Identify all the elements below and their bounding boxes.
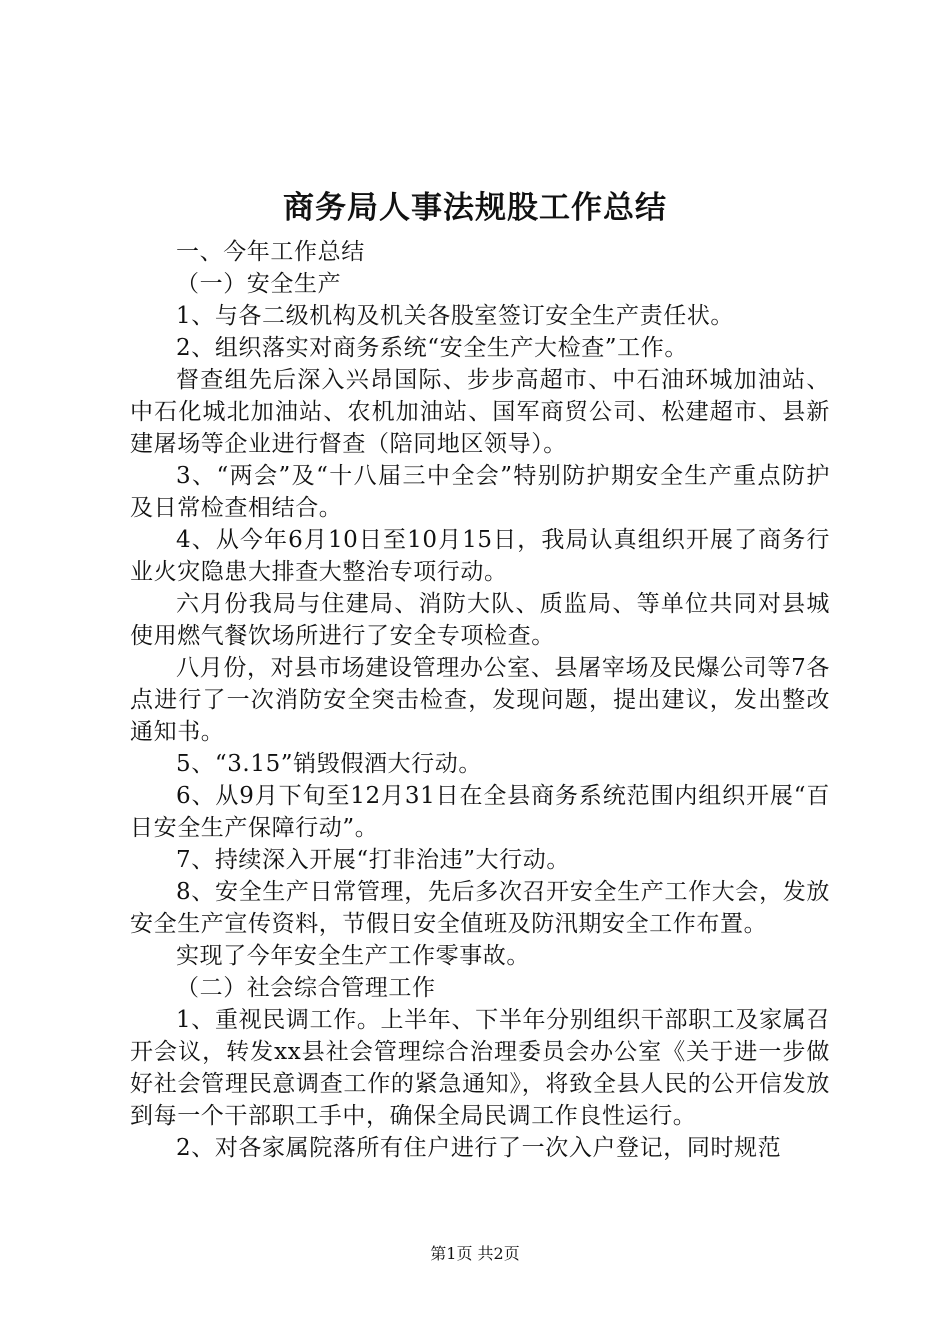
paragraph: 7、持续深入开展“打非治违”大行动。 bbox=[176, 847, 570, 873]
paragraph: （一）安全生产 bbox=[176, 271, 342, 297]
paragraph: 八月份，对县市场建设管理办公室、县屠宰场及民爆公司等7各点进行了一次消防安全突击检查，发现问题，提出建议，发出整改通知书。 bbox=[130, 655, 830, 745]
paragraph: 实现了今年安全生产工作零事故。 bbox=[176, 943, 530, 969]
paragraph: 1、重视民调工作。上半年、下半年分别组织干部职工及家属召开会议，转发xx县社会管理综合治理委员会办公室《关于进一步做好社会管理民意调查工作的紧急通知》，将致全县人民的公开信发放到每一个干部职工手中，确保全局民调工作良性运行。 bbox=[130, 1007, 830, 1129]
paragraph: 5、“3.15”销毁假酒大行动。 bbox=[176, 751, 482, 777]
paragraph: 督查组先后深入兴昂国际、步步高超市、中石油环城加油站、中石化城北加油站、农机加油站、国军商贸公司、松建超市、县新建屠场等企业进行督查（陪同地区领导）。 bbox=[130, 367, 830, 457]
page-footer: 第1页 共2页 bbox=[430, 1244, 520, 1263]
paragraph: 4、从今年6月10日至10月15日，我局认真组织开展了商务行业火灾隐患大排查大整治专项行动。 bbox=[130, 527, 830, 585]
paragraph: （二）社会综合管理工作 bbox=[176, 975, 436, 1001]
paragraph: 3、“两会”及“十八届三中全会”特别防护期安全生产重点防护及日常检查相结合。 bbox=[130, 463, 830, 521]
paragraph: 6、从9月下旬至12月31日在全县商务系统范围内组织开展“百日安全生产保障行动”。 bbox=[130, 783, 830, 841]
paragraph: 1、与各二级机构及机关各股室签订安全生产责任状。 bbox=[176, 303, 735, 329]
document-body bbox=[130, 236, 830, 1164]
paragraph: 2、组织落实对商务系统“安全生产大检查”工作。 bbox=[176, 335, 688, 361]
document-title: 商务局人事法规股工作总结 bbox=[283, 190, 667, 226]
paragraph: 六月份我局与住建局、消防大队、质监局、等单位共同对县城使用燃气餐饮场所进行了安全专项检查。 bbox=[130, 591, 830, 649]
paragraph: 一、今年工作总结 bbox=[176, 239, 365, 265]
paragraph: 8、安全生产日常管理，先后多次召开安全生产工作大会，发放安全生产宣传资料，节假日安全值班及防汛期安全工作布置。 bbox=[130, 879, 830, 937]
paragraph: 2、对各家属院落所有住户进行了一次入户登记，同时规范 bbox=[176, 1135, 782, 1161]
